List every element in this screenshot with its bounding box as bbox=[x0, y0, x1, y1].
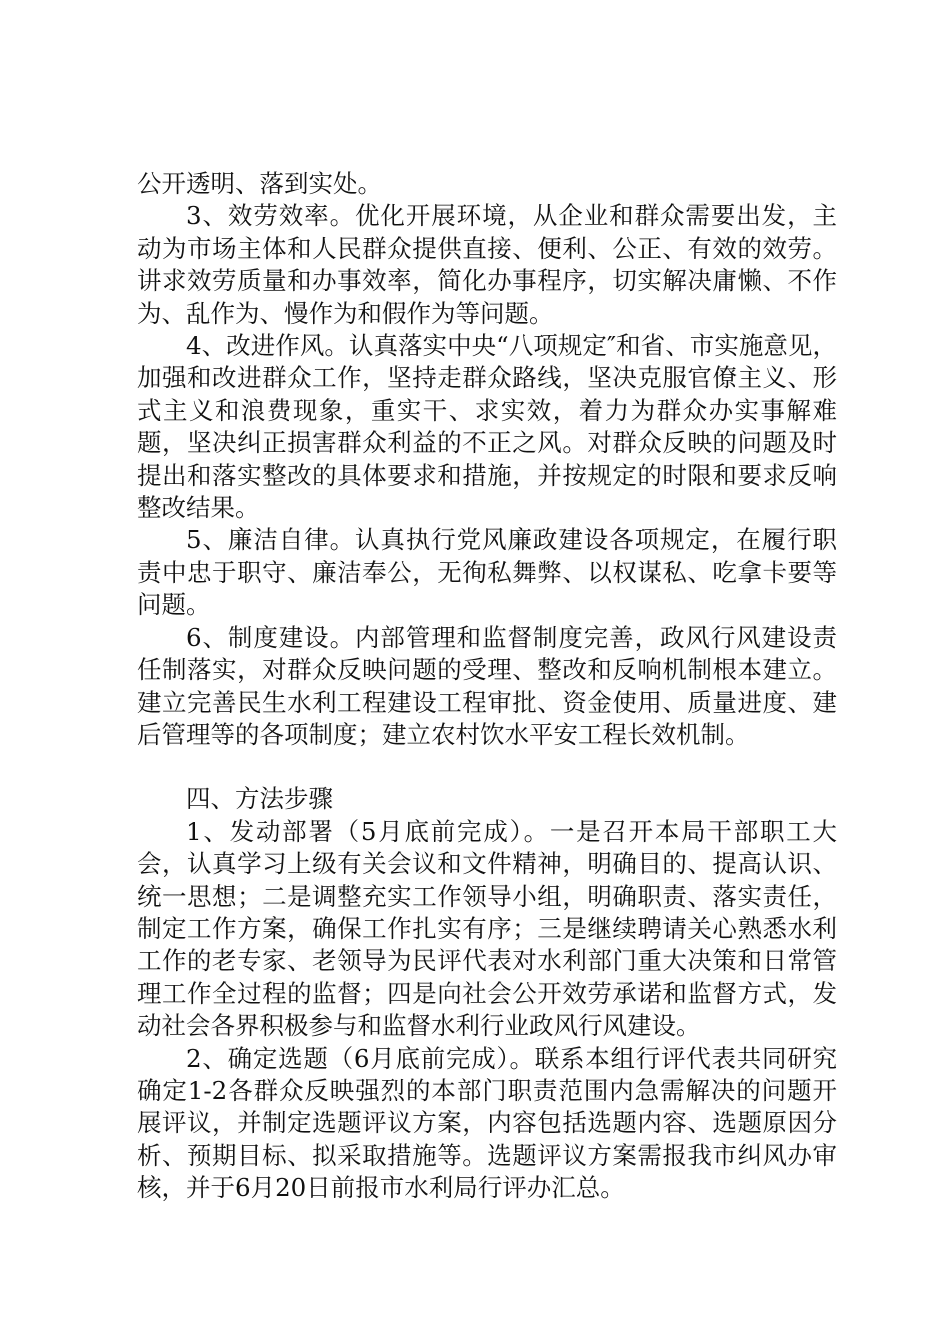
paragraph-mobilize-deploy: 1、发动部署（5月底前完成）。一是召开本局干部职工大会，认真学习上级有关会议和文件精神，明确目的、提高认识、统一思想；二是调整充实工作领导小组，明确职责、落实责任，制定工作方案，确保工作扎实有序；三是继续聘请关心熟悉水利工作的老专家、老领导为民评代表对水利部门重大决策和日常管理工作全过程的监督；四是向社会公开效劳承诺和监督方式，发动社会各界积极参与和监督水利行业政风行风建设。 bbox=[137, 816, 837, 1041]
paragraph-integrity: 5、廉洁自律。认真执行党风廉政建设各项规定，在履行职责中忠于职守、廉洁奉公，无徇私舞弊、以权谋私、吃拿卡要等问题。 bbox=[137, 525, 837, 620]
paragraph-system-building: 6、制度建设。内部管理和监督制度完善，政风行风建设责任制落实，对群众反映问题的受理、整改和反响机制根本建立。建立完善民生水利工程建设工程审批、资金使用、质量进度、建后管理等的各项制度；建立农村饮水平安工程长效机制。 bbox=[137, 622, 837, 749]
paragraph-service-efficiency: 3、效劳效率。优化开展环境，从企业和群众需要出发，主动为市场主体和人民群众提供直接、便利、公正、有效的效劳。讲求效劳质量和办事效率，简化办事程序，切实解决庸懒、不作为、乱作为、慢作为和假作为等问题。 bbox=[137, 201, 837, 328]
paragraph-improve-style: 4、改进作风。认真落实中央“八项规定″和省、市实施意见，加强和改进群众工作，坚持走群众路线，坚决克服官僚主义、形式主义和浪费现象，重实干、求实效，着力为群众办实事解难题，坚决纠正损害群众利益的不正之风。对群众反映的问题及时提出和落实整改的具体要求和措施，并按规定的时限和要求反响整改结果。 bbox=[137, 331, 837, 523]
paragraph-determine-topic: 2、确定选题（6月底前完成）。联系本组行评代表共同研究确定1-2各群众反映强烈的本部门职责范围内急需解决的问题开展评议，并制定选题评议方案，内容包括选题内容、选题原因分析、预期目标、拟采取措施等。选题评议方案需报我市纠风办审核，并于6月20日前报市水利局行评办汇总。 bbox=[137, 1043, 837, 1203]
document-page bbox=[137, 168, 837, 1205]
section-heading-methods: 四、方法步骤 bbox=[186, 784, 333, 814]
paragraph-continuation: 公开透明、落到实处。 bbox=[137, 169, 382, 198]
section-gap bbox=[137, 751, 837, 783]
